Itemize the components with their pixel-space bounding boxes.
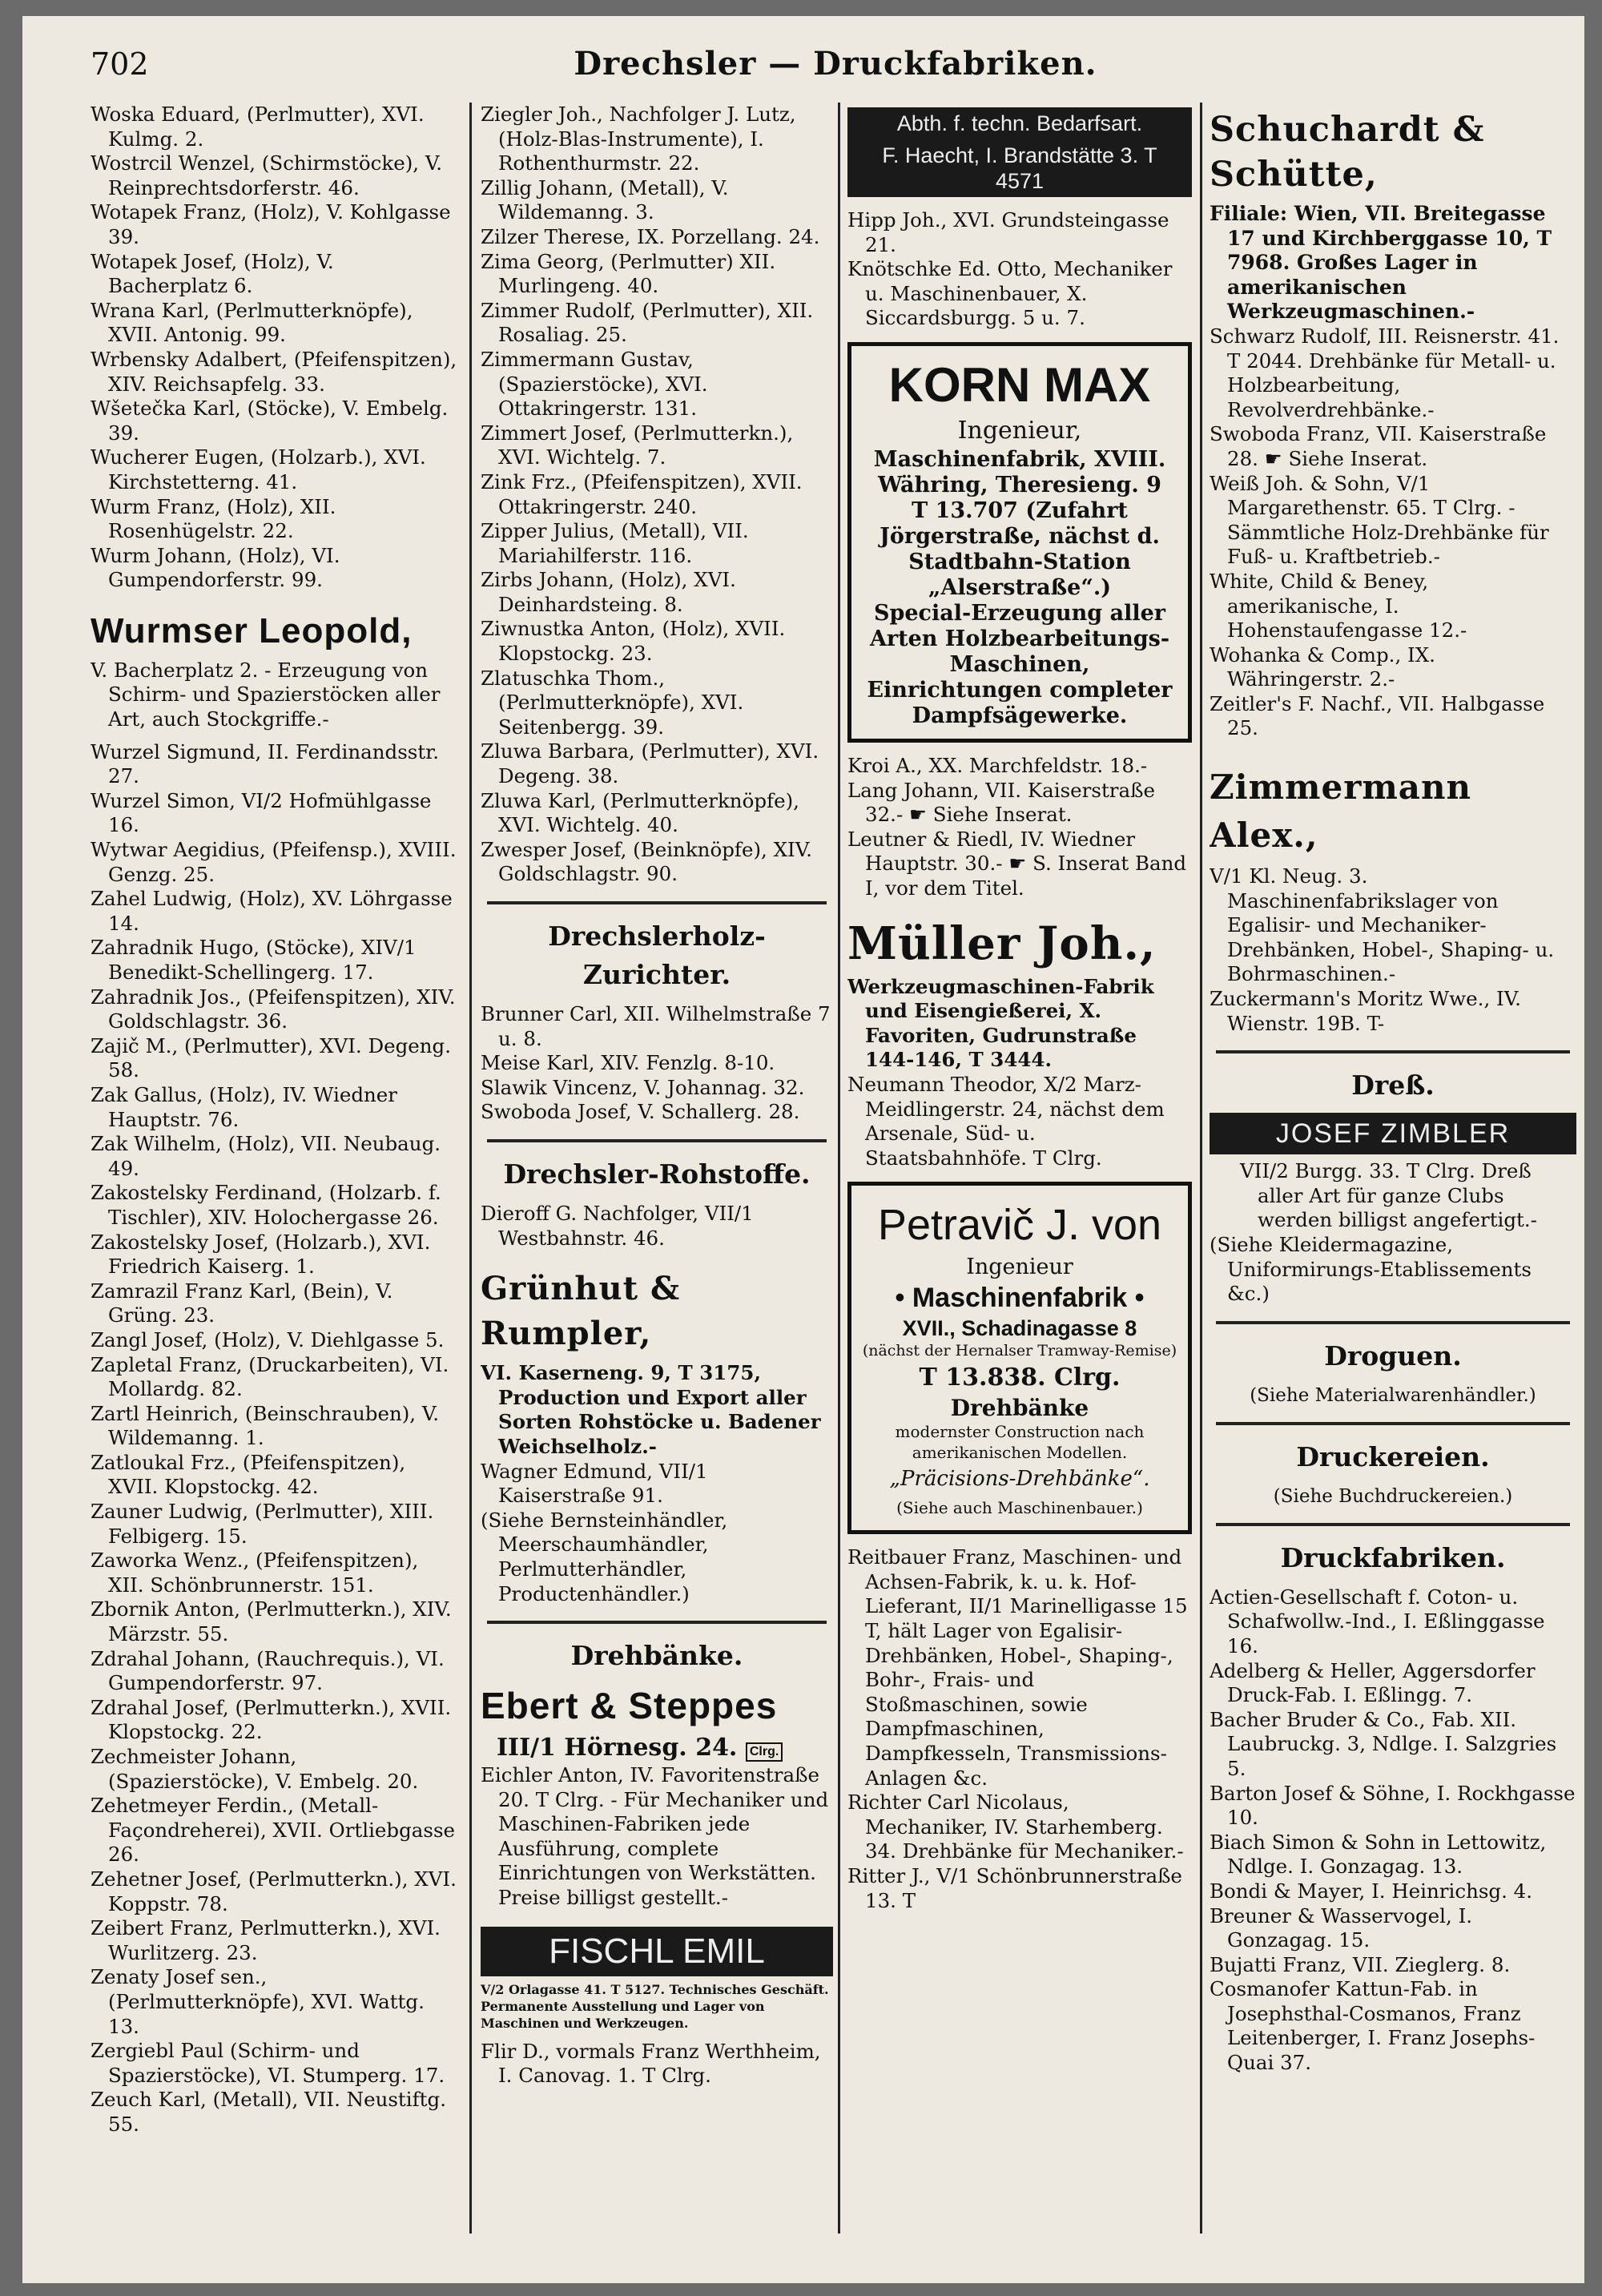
entry-list: [481, 1002, 833, 1125]
directory-entry: Wurm Franz, (Holz), XII. Rosenhügelstr. 22.: [91, 494, 336, 543]
korn-line: T 13.707 (Zufahrt Jörgerstraße, nächst d. Stadtbahn-Station „Alserstraße“.): [879, 497, 1160, 600]
section-heading: Zurichter.: [582, 959, 731, 990]
directory-entry: Zatloukal Frz., (Pfeifenspitzen), XVII. Klopstockg. 42.: [91, 1450, 406, 1499]
directory-entry: Zehetner Josef, (Perlmutterkn.), XVI. Koppstr. 78.: [91, 1867, 457, 1915]
entry-list: [481, 1460, 833, 1607]
wurmser-text: V. Bacherplatz 2. - Erzeugung von Schirm- und Spazierstöcken aller Art, auch Stockgriffe.-: [91, 658, 441, 731]
directory-entry: Zwesper Josef, (Beinknöpfe), XIV. Goldschlagstr. 90.: [481, 837, 812, 886]
directory-entry: Zbornik Anton, (Perlmutterkn.), XIV. Märzstr. 55.: [91, 1597, 452, 1646]
schuchardt-text: Filiale: Wien, VII. Breitegasse 17 und Kirchberggasse 10, T 7968. Großes Lager in amerikanischen Werkzeugmaschinen.-: [1210, 202, 1552, 324]
column-rule: [469, 103, 472, 2234]
directory-entry: Barton Josef & Söhne, I. Rockhgasse 10.: [1210, 1781, 1576, 1830]
directory-entry: Zenaty Josef sen., (Perlmutterknöpfe), XVI. Wattg. 13.: [91, 1965, 425, 2038]
directory-entry: Reitbauer Franz, Maschinen- und Achsen-Fabrik, k. u. k. Hof-Lieferant, II/1 Marinelligasse 15 T, hält Lager von Egalisir-Drehbänken, Hobel-, Shaping-, Bohr-, Frais- und Stoßmaschinen, sowie Dampfmaschinen, Dampfkesseln, Transmissions-Anlagen &c.: [847, 1545, 1188, 1790]
korn-title: KORN MAX: [888, 357, 1151, 412]
korn-line: Ingenieur,: [957, 416, 1082, 445]
directory-entry: Dieroff G. Nachfolger, VII/1 Westbahnstr. 46.: [481, 1201, 754, 1250]
directory-entry: Wurzel Simon, VI/2 Hofmühlgasse 16.: [91, 788, 432, 837]
directory-entry: Zartl Heinrich, (Beinschrauben), V. Wildemanng. 1.: [91, 1401, 440, 1450]
directory-entry: Richter Carl Nicolaus, Mechaniker, IV. Starhemberg. 34. Drehbänke für Mechaniker.-: [847, 1790, 1184, 1863]
directory-entry: Wostrcil Wenzel, (Schirmstöcke), V. Reinprechtsdorferstr. 46.: [91, 151, 443, 199]
petravic-line: (Siehe auch Maschinenbauer.): [896, 1498, 1143, 1518]
directory-entry: Zeibert Franz, Perlmutterkn.), XVI. Wurlitzerg. 23.: [91, 1916, 441, 1964]
directory-entry: Zapletal Franz, (Druckarbeiten), VI. Mollardg. 82.: [91, 1352, 449, 1401]
mueller-heading: Müller Joh.,: [847, 916, 1157, 970]
entry-list: [91, 740, 459, 2137]
directory-entry: Swoboda Josef, V. Schallerg. 28.: [481, 1100, 800, 1124]
directory-entry: Adelberg & Heller, Aggersdorfer Druck-Fab. I. Eßlingg. 7.: [1210, 1658, 1536, 1707]
section-heading: Drechslerholz-: [548, 920, 766, 952]
directory-entry: Zakostelsky Josef, (Holzarb.), XVI. Friedrich Kaiserg. 1.: [91, 1230, 431, 1279]
directory-entry: (Siehe Bernsteinhändler, Meerschaumhändler, Perlmutterhändler, Productenhändler.): [481, 1508, 728, 1605]
directory-entry: Bujatti Franz, VII. Zieglerg. 8.: [1210, 1952, 1511, 1976]
column-3: [847, 103, 1192, 2282]
petravic-ad: [847, 1182, 1192, 1534]
petravic-line: T 13.838. Clrg.: [919, 1364, 1121, 1392]
directory-entry: Wrbensky Adalbert, (Pfeifenspitzen), XIV. Reichsapfelg. 33.: [91, 347, 457, 396]
directory-entry: Flir D., vormals Franz Werthheim, I. Canovag. 1. T Clrg.: [481, 2039, 821, 2088]
directory-entry: Schwarz Rudolf, III. Reisnerstr. 41. T 2044. Drehbänke für Metall- u. Holzbearbeitung, Revolverdrehbänke.-: [1210, 324, 1560, 421]
directory-entry: Zeitler's F. Nachf., VII. Halbgasse 25.: [1210, 691, 1545, 740]
korn-ad: [847, 342, 1192, 743]
zimbler-banner: JOSEF ZIMBLER: [1210, 1113, 1576, 1154]
schuchardt-heading: Schuchardt & Schütte,: [1210, 110, 1485, 195]
entry-list: [847, 754, 1192, 901]
directory-entry: Wšetečka Karl, (Stöcke), V. Embelg. 39.: [91, 397, 449, 445]
directory-entry: Zink Frz., (Pfeifenspitzen), XVII. Ottakringerstr. 240.: [481, 469, 803, 518]
petravic-line: „Präcisions-Drehbänke“.: [889, 1467, 1150, 1492]
directory-entry: Zimmert Josef, (Perlmutterkn.), XVI. Wichtelg. 7.: [481, 421, 794, 469]
entry-list: [481, 103, 833, 887]
column-rule: [838, 103, 840, 2234]
section-note: (Siehe Buchdruckereien.): [1273, 1485, 1513, 1507]
directory-entry: Brunner Carl, XII. Wilhelmstraße 7 u. 8.: [481, 1002, 831, 1050]
abth-banner-line: F. Haecht, I. Brandstätte 3. T 4571: [847, 139, 1192, 197]
entry-list: [91, 103, 459, 593]
gruenhut-heading: Grünhut & Rumpler,: [481, 1270, 681, 1353]
section-divider: [1216, 1523, 1570, 1526]
directory-entry: Bondi & Mayer, I. Heinrichsg. 4.: [1210, 1879, 1533, 1903]
running-head: Drechsler — Druckfabriken.: [574, 45, 1097, 83]
directory-entry: Woska Eduard, (Perlmutter), XVI. Kulmg. 2.: [91, 103, 425, 151]
directory-entry: Wurzel Sigmund, II. Ferdinandsstr. 27.: [91, 739, 440, 788]
entry-list: [1210, 1585, 1576, 2076]
section-heading: Drechsler-Rohstoffe.: [503, 1158, 811, 1190]
directory-entry: Ziwnustka Anton, (Holz), XVII. Klopstockg. 23.: [481, 617, 786, 666]
directory-entry: Leutner & Riedl, IV. Wiedner Hauptstr. 30.- ☛ S. Inserat Band I, vor dem Titel.: [847, 827, 1187, 900]
directory-entry: Ritter J., V/1 Schönbrunnerstraße 13. T: [847, 1864, 1182, 1912]
abth-banner-line: Abth. f. techn. Bedarfsart.: [847, 107, 1192, 139]
directory-entry: Zimmer Rudolf, (Perlmutter), XII. Rosaliag. 25.: [481, 298, 814, 347]
directory-entry: Zahradnik Hugo, (Stöcke), XIV/1 Benedikt-Schellingerg. 17.: [91, 936, 417, 984]
entry-list: [481, 2040, 833, 2089]
fischl-text: V/2 Orlagasse 41. T 5127. Technisches Geschäft. Permanente Ausstellung und Lager von Maschinen und Werkzeugen.: [481, 1981, 829, 2031]
directory-entry: Hipp Joh., XVI. Grundsteingasse 21.: [847, 208, 1169, 256]
section-heading: Drehbänke.: [570, 1640, 743, 1672]
section-heading: Druckfabriken.: [1280, 1541, 1506, 1573]
directory-entry: White, Child & Beney, amerikanische, I. Hohenstaufengasse 12.-: [1210, 569, 1467, 642]
directory-entry: Zima Georg, (Perlmutter) XII. Murlingeng. 40.: [481, 249, 776, 298]
section-divider: [487, 901, 827, 904]
directory-entry: Lang Johann, VII. Kaiserstraße 32.- ☛ Siehe Inserat.: [847, 778, 1155, 827]
directory-entry: Zaworka Wenz., (Pfeifenspitzen), XII. Schönbrunnerstr. 151.: [91, 1549, 419, 1597]
entry-list: [1210, 987, 1576, 1036]
petravic-title: Petravič J. von: [877, 1201, 1162, 1250]
section-divider: [1216, 1050, 1570, 1053]
directory-entry: Slawik Vincenz, V. Johannag. 32.: [481, 1075, 805, 1099]
directory-entry: Bacher Bruder & Co., Fab. XII. Laubruckg. 3, Ndlge. I. Salzgries 5.: [1210, 1707, 1557, 1780]
directory-entry: Zergiebl Paul (Schirm- und Spazierstöcke), VI. Stumperg. 17.: [91, 2039, 445, 2087]
entry-list: [847, 208, 1192, 331]
column-4: [1210, 103, 1576, 2282]
section-divider: [1216, 1321, 1570, 1324]
directory-entry: Knötschke Ed. Otto, Mechaniker u. Maschinenbauer, X. Siccardsburgg. 5 u. 7.: [847, 257, 1173, 330]
petravic-line: • Maschinenfabrik •: [895, 1283, 1145, 1314]
korn-line: Maschinenfabrik, XVIII. Währing, Theresieng. 9: [873, 446, 1166, 497]
directory-entry: Meise Karl, XIV. Fenzlg. 8-10.: [481, 1051, 775, 1075]
directory-entry: Cosmanofer Kattun-Fab. in Josephsthal-Cosmanos, Franz Leitenberger, I. Franz Josephs-Quai 37.: [1210, 1977, 1536, 2075]
directory-entry: Wotapek Josef, (Holz), V. Bacherplatz 6.: [91, 249, 334, 298]
directory-entry: Zdrahal Johann, (Rauchrequis.), VI. Gumpendorferstr. 97.: [91, 1646, 445, 1695]
directory-entry: Kroi A., XX. Marchfeldstr. 18.-: [847, 753, 1148, 777]
directory-entry: Zahradnik Jos., (Pfeifenspitzen), XIV. Goldschlagstr. 36.: [91, 985, 456, 1033]
directory-entry: Zdrahal Josef, (Perlmutterkn.), XVII. Klopstockg. 22.: [91, 1695, 452, 1744]
entry-list: [481, 1202, 833, 1251]
directory-entry: Actien-Gesellschaft f. Coton- u. Schafwollw.-Ind., I. Eßlinggasse 16.: [1210, 1585, 1545, 1658]
wurmser-heading: Wurmser Leopold,: [91, 610, 413, 651]
directory-entry: Neumann Theodor, X/2 Marz-Meidlingerstr. 24, nächst dem Arsenale, Süd- u. Staatsbahnhöfe. T Clrg.: [847, 1072, 1165, 1170]
directory-entry: Zangl Josef, (Holz), V. Diehlgasse 5.: [91, 1327, 445, 1351]
directory-entry: Zlatuschka Thom., (Perlmutterknöpfe), XVI. Seitenbergg. 39.: [481, 666, 744, 739]
directory-entry: Zak Wilhelm, (Holz), VII. Neubaug. 49.: [91, 1132, 441, 1180]
petravic-line: modernster Construction nach amerikanischen Modellen.: [895, 1422, 1145, 1463]
petravic-line: (nächst der Hernalser Tramway-Remise): [862, 1342, 1177, 1360]
ebert-heading: Ebert & Steppes: [481, 1685, 778, 1727]
directory-entry: Zehetmeyer Ferdin., (Metall-Façondreherei), XVII. Ortliebgasse 26.: [91, 1794, 456, 1867]
column-1: [91, 103, 459, 2282]
petravic-line: Drehbänke: [950, 1395, 1089, 1422]
directory-entry: Zak Gallus, (Holz), IV. Wiedner Hauptstr. 76.: [91, 1082, 398, 1131]
korn-line: Special-Erzeugung aller Arten Holzbearbeitungs-Maschinen, Einrichtungen completer Dampfsägewerke.: [867, 600, 1173, 728]
section-heading: Dreß.: [1351, 1069, 1435, 1102]
column-2: [481, 103, 833, 2282]
directory-entry: Zirbs Johann, (Holz), XVI. Deinhardsteing. 8.: [481, 568, 736, 616]
directory-entry: Zajič M., (Perlmutter), XVI. Degeng. 58.: [91, 1033, 452, 1082]
eichler-text: Eichler Anton, IV. Favoritenstraße 20. T Clrg. - Für Mechaniker und Maschinen-Fabriken jede Ausführung, complete Einrichtungen von Werkstätten. Preise billigst gestellt.-: [481, 1763, 829, 1910]
directory-entry: Wucherer Eugen, (Holzarb.), XVI. Kirchstetterng. 41.: [91, 445, 426, 493]
section-note: (Siehe Materialwarenhändler.): [1250, 1384, 1536, 1406]
entry-list: [847, 1073, 1192, 1170]
entry-list: [1210, 324, 1576, 741]
column-rule: [1200, 103, 1202, 2234]
directory-entry: Wrana Karl, (Perlmutterknöpfe), XVII. Antonig. 99.: [91, 298, 413, 347]
petravic-line: Ingenieur: [966, 1255, 1073, 1280]
section-divider: [487, 1139, 827, 1142]
directory-entry: Weiß Joh. & Sohn, V/1 Margarethenstr. 65. T Clrg. - Sämmtliche Holz-Drehbänke für Fuß- u. Kraftbetrieb.-: [1210, 471, 1549, 569]
directory-entry: Zahel Ludwig, (Holz), XV. Löhrgasse 14.: [91, 887, 453, 935]
petravic-line: XVII., Schadinagasse 8: [902, 1316, 1137, 1341]
directory-entry: Wagner Edmund, VII/1 Kaiserstraße 91.: [481, 1459, 708, 1508]
directory-entry: Wytwar Aegidius, (Pfeifensp.), XVIII. Genzg. 25.: [91, 838, 457, 886]
gruenhut-text: VI. Kaserneng. 9, T 3175, Production und Export aller Sorten Rohstöcke u. Badener Weichselholz.-: [481, 1361, 821, 1458]
directory-entry: Swoboda Franz, VII. Kaiserstraße 28. ☛ Siehe Inserat.: [1210, 422, 1547, 470]
mueller-text: Werkzeugmaschinen-Fabrik und Eisengießerei, X. Favoriten, Gudrunstraße 144-146, T 3444.: [847, 974, 1154, 1072]
directory-entry: Zuckermann's Moritz Wwe., IV. Wienstr. 19B. T-: [1210, 987, 1521, 1035]
page-header: [91, 40, 1580, 88]
section-divider: [487, 1621, 827, 1624]
section-heading: Druckereien.: [1296, 1440, 1490, 1472]
directory-entry: Zimmermann Gustav, (Spazierstöcke), XVI. Ottakringerstr. 131.: [481, 347, 708, 421]
clearing-tag: Clrg.: [746, 1742, 783, 1762]
directory-entry: Zluwa Barbara, (Perlmutter), XVI. Degeng. 38.: [481, 739, 819, 788]
directory-entry: Zilzer Therese, IX. Porzellang. 24.: [481, 224, 820, 248]
directory-entry: Zakostelsky Ferdinand, (Holzarb. f. Tischler), XIV. Holochergasse 26.: [91, 1181, 441, 1229]
directory-entry: Zillig Johann, (Metall), V. Wildemanng. 3.: [481, 175, 729, 224]
directory-entry: Wohanka & Comp., IX. Währingerstr. 2.-: [1210, 642, 1435, 691]
zimbler-text: VII/2 Burgg. 33. T Clrg. Dreß aller Art für ganze Clubs werden billigst angefertigt.-: [1240, 1159, 1537, 1232]
directory-entry: Ziegler Joh., Nachfolger J. Lutz, (Holz-Blas-Instrumente), I. Rothenthurmstr. 22.: [481, 103, 796, 175]
section-divider: [1216, 1422, 1570, 1425]
directory-entry: Zipper Julius, (Metall), VII. Mariahilferstr. 116.: [481, 519, 749, 567]
zimbler-note: (Siehe Kleidermagazine, Uniformirungs-Etablissements &c.): [1210, 1233, 1532, 1306]
directory-entry: Zluwa Karl, (Perlmutterknöpfe), XVI. Wichtelg. 40.: [481, 788, 799, 837]
directory-entry: Zauner Ludwig, (Perlmutter), XIII. Felbigerg. 15.: [91, 1500, 434, 1548]
directory-entry: Wotapek Franz, (Holz), V. Kohlgasse 39.: [91, 200, 451, 248]
directory-entry: Breuner & Wasservogel, I. Gonzagag. 15.: [1210, 1903, 1473, 1952]
fischl-banner: FISCHL EMIL: [481, 1927, 833, 1976]
page-number: 702: [91, 46, 149, 82]
directory-entry: Wurm Johann, (Holz), VI. Gumpendorferstr. 99.: [91, 543, 340, 592]
directory-entry: Zamrazil Franz Karl, (Bein), V. Grüng. 23.: [91, 1279, 393, 1327]
zimmermann-heading: Zimmermann Alex.,: [1210, 767, 1472, 856]
directory-page: [22, 16, 1584, 2283]
zimmermann-text: V/1 Kl. Neug. 3. Maschinenfabrikslager von Egalisir- und Mechaniker-Drehbänken, Hobel-, Shaping- u. Bohrmaschinen.-: [1210, 864, 1555, 986]
directory-entry: Zechmeister Johann, (Spazierstöcke), V. Embelg. 20.: [91, 1745, 419, 1793]
entry-list: [847, 1545, 1192, 1913]
ebert-address: III/1 Hörnesg. 24.: [497, 1734, 738, 1762]
section-heading: Droguen.: [1324, 1339, 1462, 1372]
directory-entry: Zeuch Karl, (Metall), VII. Neustiftg. 55.: [91, 2088, 447, 2136]
directory-entry: Biach Simon & Sohn in Lettowitz, Ndlge. I. Gonzagag. 13.: [1210, 1830, 1547, 1879]
